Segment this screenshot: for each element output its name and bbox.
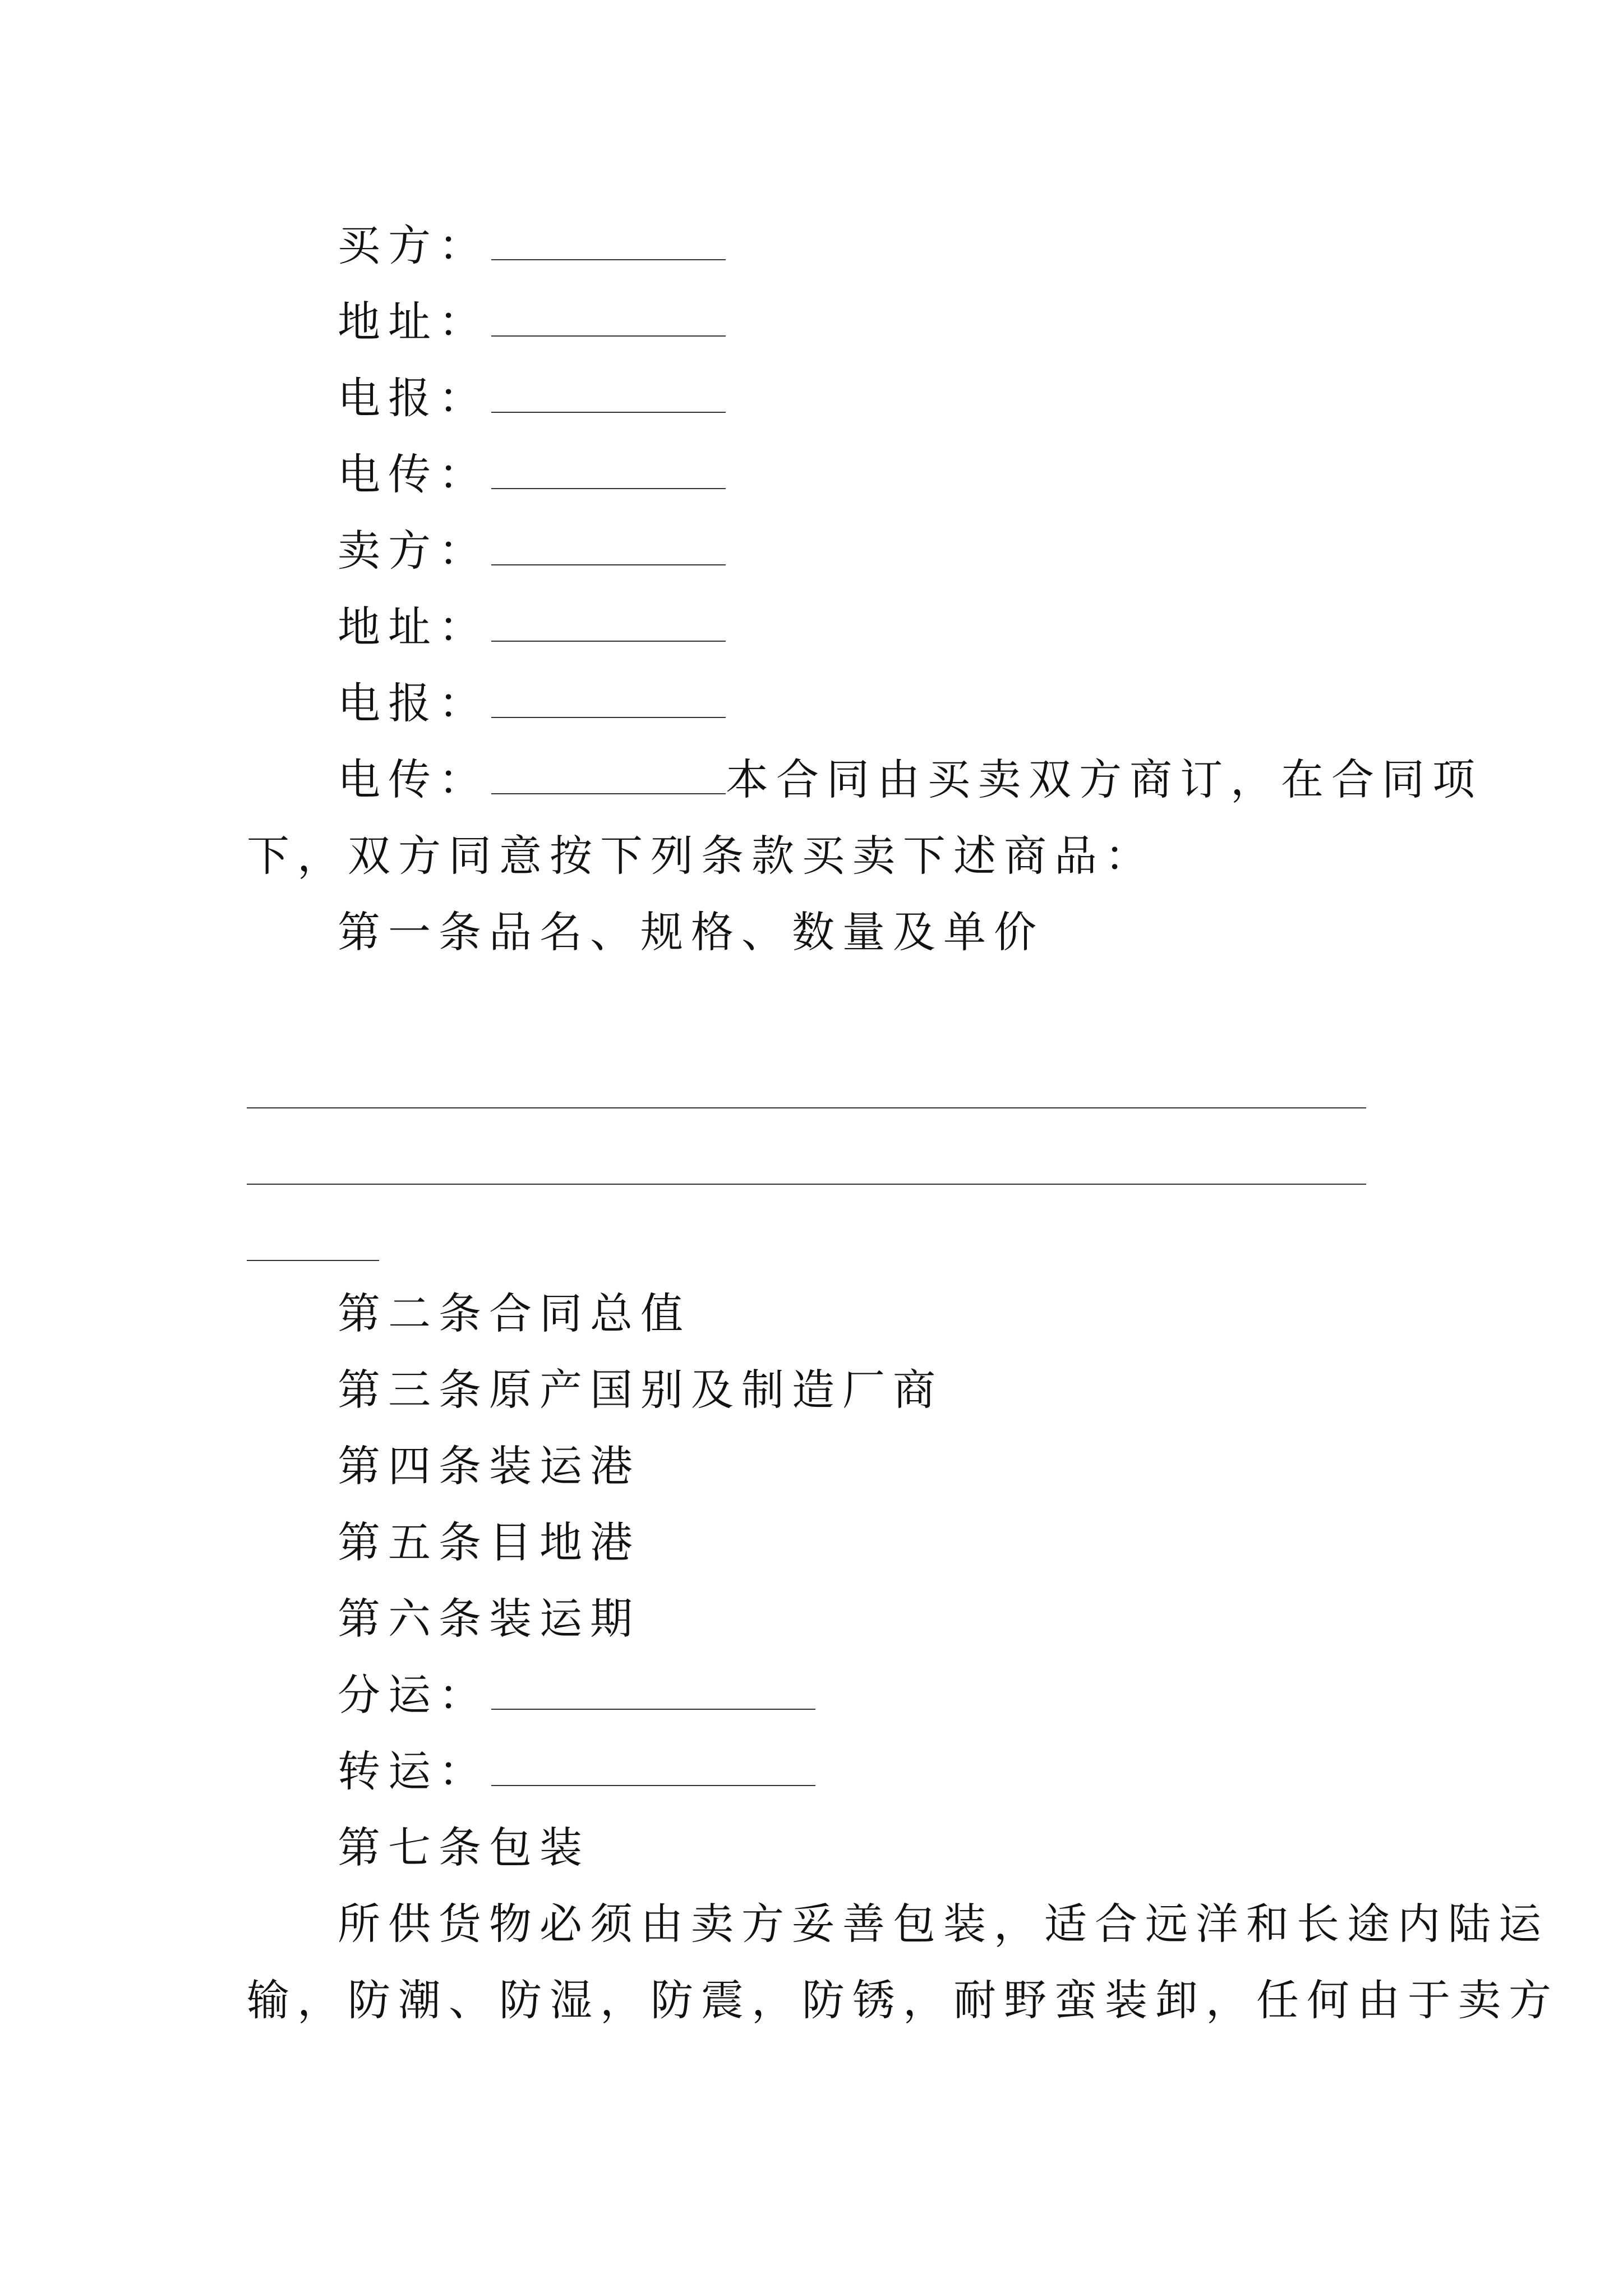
buyer-address-field [338, 294, 726, 350]
seller-telegram-label: 电报： [338, 678, 489, 728]
partial-shipment-blank[interactable] [491, 1709, 815, 1710]
seller-address-blank[interactable] [491, 641, 726, 642]
packing-line-2: 输，防潮、防湿，防震，防锈，耐野蛮装卸，任何由于卖方 [247, 1975, 1559, 2025]
buyer-telegram-field [338, 370, 726, 426]
seller-blank[interactable] [491, 564, 726, 565]
seller-telex-label: 电传： [338, 754, 489, 804]
buyer-telex-blank[interactable] [491, 488, 726, 489]
buyer-address-blank[interactable] [491, 335, 726, 337]
buyer-label: 买方： [338, 220, 489, 270]
seller-telex-blank[interactable] [491, 793, 726, 794]
seller-telegram-blank[interactable] [491, 717, 726, 718]
packing-line-1: 所供货物必须由卖方妥善包装，适合远洋和长途内陆运 [338, 1899, 1549, 1949]
transshipment-label: 转运： [338, 1746, 489, 1796]
intro-line-2: 下，双方同意按下列条款买卖下述商品： [247, 831, 1155, 881]
buyer-blank[interactable] [491, 259, 726, 260]
fill-line-2[interactable] [247, 1184, 1366, 1185]
transshipment-blank[interactable] [491, 1785, 815, 1786]
clause-1-heading: 第一条品名、规格、数量及单价 [338, 907, 1044, 957]
clause-6-heading: 第六条装运期 [338, 1594, 640, 1644]
seller-address-label: 地址： [338, 602, 489, 652]
intro-line-1 [338, 752, 1483, 808]
clause-5-heading: 第五条目地港 [338, 1517, 640, 1567]
partial-shipment-label: 分运： [338, 1670, 489, 1720]
buyer-field [338, 218, 726, 274]
fill-line-3[interactable] [247, 1260, 379, 1261]
buyer-address-label: 地址： [338, 297, 489, 347]
buyer-telegram-blank[interactable] [491, 412, 726, 413]
intro-text: 本合同由买卖双方商订，在合同项 [726, 754, 1483, 804]
clause-3-heading: 第三条原产国别及制造厂商 [338, 1365, 943, 1415]
clause-7-heading: 第七条包装 [338, 1823, 590, 1872]
seller-field [338, 523, 726, 579]
transshipment-field [338, 1743, 815, 1800]
clause-2-heading: 第二条合同总值 [338, 1289, 691, 1338]
clause-4-heading: 第四条装运港 [338, 1441, 640, 1491]
buyer-telex-field [338, 447, 726, 503]
buyer-telegram-label: 电报： [338, 373, 489, 423]
buyer-telex-label: 电传： [338, 449, 489, 499]
seller-telegram-field [338, 675, 726, 731]
partial-shipment-field [338, 1667, 815, 1723]
fill-line-1[interactable] [247, 1107, 1366, 1108]
seller-label: 卖方： [338, 526, 489, 576]
seller-address-field [338, 599, 726, 655]
